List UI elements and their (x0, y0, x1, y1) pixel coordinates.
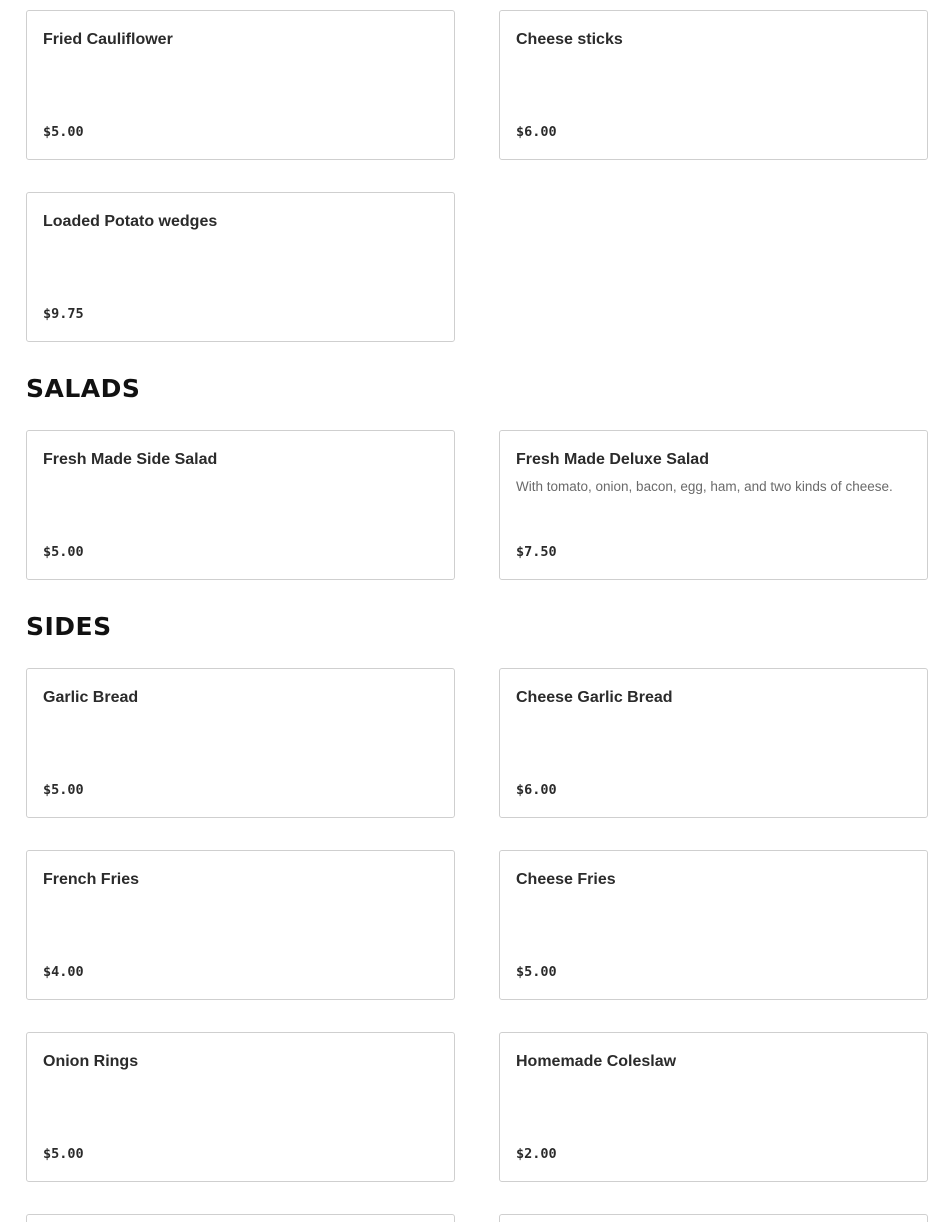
menu-item-card-partial[interactable] (26, 1214, 455, 1222)
menu-item-name: Cheese sticks (516, 31, 623, 48)
menu-item-price: $6.00 (516, 782, 557, 798)
menu-item-card[interactable] (499, 10, 928, 160)
menu-item-description: With tomato, onion, bacon, egg, ham, and two kinds of cheese. (516, 479, 893, 494)
menu-item-name: Onion Rings (43, 1053, 139, 1070)
menu-item-price: $5.00 (43, 124, 84, 140)
menu-item-card[interactable] (26, 1032, 455, 1182)
menu-item-card-partial[interactable] (499, 1214, 928, 1222)
menu-item-card[interactable] (26, 10, 455, 160)
menu-item-price: $2.00 (516, 1146, 557, 1162)
menu-item-card[interactable] (26, 192, 455, 342)
menu-item-name: Fresh Made Deluxe Salad (516, 451, 709, 468)
menu-item-card[interactable] (499, 430, 928, 580)
menu-item-card[interactable] (499, 668, 928, 818)
menu-item-card[interactable] (26, 668, 455, 818)
menu-item-price: $9.75 (43, 306, 84, 322)
menu-item-price: $5.00 (43, 782, 84, 798)
menu-item-name: Garlic Bread (43, 689, 139, 706)
menu-item-name: French Fries (43, 871, 140, 888)
menu-item-card[interactable] (499, 850, 928, 1000)
menu-item-price: $7.50 (516, 544, 557, 560)
section-title-sides: SIDES (26, 612, 112, 641)
menu-item-price: $6.00 (516, 124, 557, 140)
menu-item-name: Fried Cauliflower (43, 31, 173, 48)
section-title-salads: SALADS (26, 374, 141, 403)
menu-item-name: Loaded Potato wedges (43, 213, 218, 230)
menu-item-name: Cheese Fries (516, 871, 616, 888)
menu-item-price: $5.00 (516, 964, 557, 980)
menu-item-price: $4.00 (43, 964, 84, 980)
menu-item-card[interactable] (499, 1032, 928, 1182)
menu-item-price: $5.00 (43, 544, 84, 560)
menu-item-price: $5.00 (43, 1146, 84, 1162)
menu-item-name: Homemade Coleslaw (516, 1053, 677, 1070)
menu-item-name: Fresh Made Side Salad (43, 451, 218, 468)
menu-item-name: Cheese Garlic Bread (516, 689, 673, 706)
menu-item-card[interactable] (26, 850, 455, 1000)
menu-item-card[interactable] (26, 430, 455, 580)
